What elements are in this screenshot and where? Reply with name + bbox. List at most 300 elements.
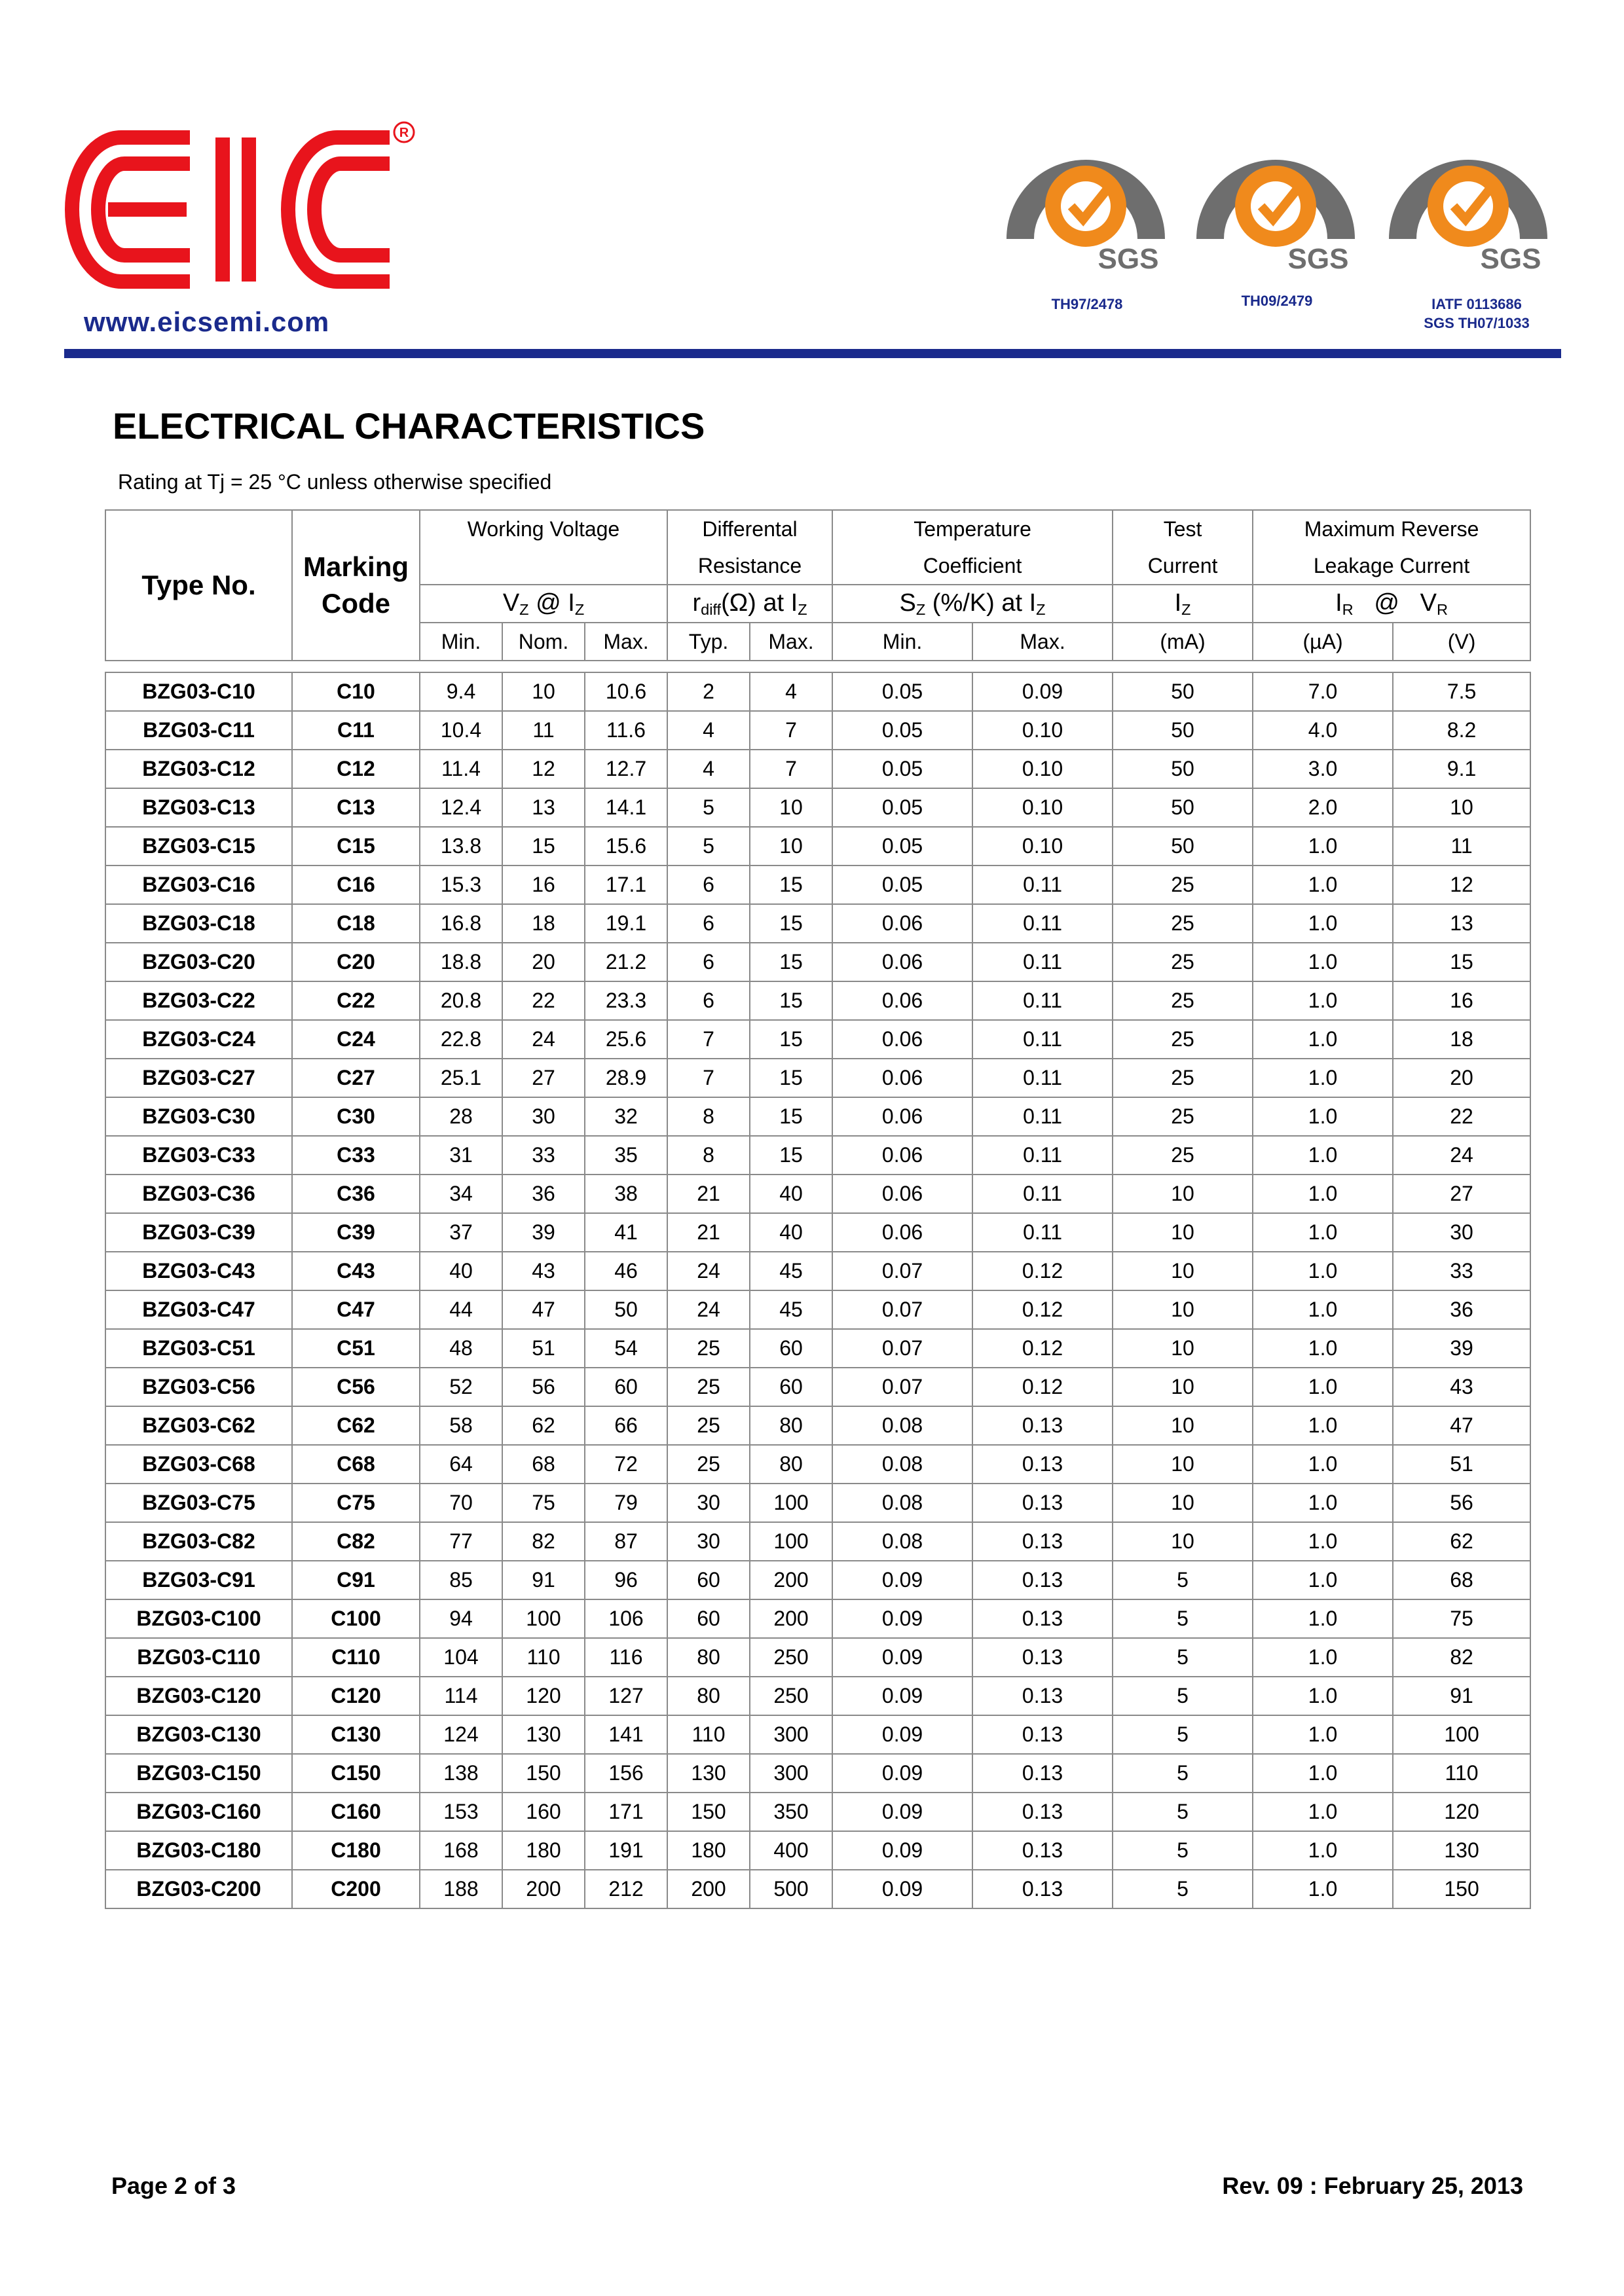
cell-vz-nom: 75 (502, 1484, 585, 1522)
header-spacer (105, 661, 1530, 672)
cell-vz-nom: 130 (502, 1715, 585, 1754)
cell-rdiff-max: 250 (750, 1677, 832, 1715)
cell-vr: 15 (1393, 943, 1530, 981)
cell-vz-max: 87 (585, 1522, 667, 1561)
cell-vr: 68 (1393, 1561, 1530, 1599)
cell-marking-code: C15 (292, 827, 420, 866)
cell-rdiff-typ: 21 (667, 1175, 750, 1213)
cell-ir: 1.0 (1253, 1020, 1393, 1059)
cell-vz-max: 191 (585, 1831, 667, 1870)
cell-marking-code: C82 (292, 1522, 420, 1561)
page-title: ELECTRICAL CHARACTERISTICS (113, 405, 705, 446)
cell-rdiff-max: 15 (750, 904, 832, 943)
cell-sz-max: 0.12 (972, 1368, 1113, 1406)
table-row (105, 1059, 1530, 1097)
cell-sz-min: 0.09 (832, 1793, 972, 1831)
cell-rdiff-max: 15 (750, 981, 832, 1020)
cell-type-no: BZG03-C150 (105, 1754, 292, 1793)
cell-sz-min: 0.06 (832, 1059, 972, 1097)
cell-vr: 82 (1393, 1638, 1530, 1677)
cell-marking-code: C12 (292, 750, 420, 788)
cell-ir: 1.0 (1253, 1136, 1393, 1175)
cell-type-no: BZG03-C91 (105, 1561, 292, 1599)
cell-marking-code: C130 (292, 1715, 420, 1754)
cell-sz-min: 0.06 (832, 904, 972, 943)
cell-vr: 10 (1393, 788, 1530, 827)
cell-iz: 10 (1113, 1290, 1253, 1329)
cell-vz-nom: 150 (502, 1754, 585, 1793)
cell-vz-min: 138 (420, 1754, 502, 1793)
cell-vr: 130 (1393, 1831, 1530, 1870)
header-iz: $I_Z$ (1113, 585, 1253, 623)
cell-sz-max: 0.13 (972, 1677, 1113, 1715)
cell-vz-max: 14.1 (585, 788, 667, 827)
svg-text:R: R (399, 126, 409, 140)
cell-vz-nom: 12 (502, 750, 585, 788)
cell-type-no: BZG03-C18 (105, 904, 292, 943)
cell-type-no: BZG03-C13 (105, 788, 292, 827)
cell-sz-max: 0.11 (972, 1020, 1113, 1059)
iso-9001-certification-seal (1001, 124, 1171, 288)
cell-type-no: BZG03-C200 (105, 1870, 292, 1908)
cell-iz: 10 (1113, 1368, 1253, 1406)
cell-rdiff-typ: 150 (667, 1793, 750, 1831)
cell-rdiff-typ: 4 (667, 750, 750, 788)
cell-vr: 120 (1393, 1793, 1530, 1831)
cert-code-iatf (1378, 295, 1575, 333)
cell-vz-max: 35 (585, 1136, 667, 1175)
iso-14001-certification-seal (1190, 124, 1361, 288)
cell-vz-nom: 51 (502, 1329, 585, 1368)
cell-rdiff-max: 350 (750, 1793, 832, 1831)
cell-vz-max: 17.1 (585, 866, 667, 904)
cell-vz-max: 141 (585, 1715, 667, 1754)
cell-vz-min: 114 (420, 1677, 502, 1715)
table-row (105, 866, 1530, 904)
cell-vz-nom: 22 (502, 981, 585, 1020)
cell-vz-max: 28.9 (585, 1059, 667, 1097)
cell-ir: 1.0 (1253, 943, 1393, 981)
cell-vz-nom: 33 (502, 1136, 585, 1175)
cell-vz-nom: 200 (502, 1870, 585, 1908)
cell-rdiff-max: 400 (750, 1831, 832, 1870)
cell-type-no: BZG03-C27 (105, 1059, 292, 1097)
cell-sz-max: 0.13 (972, 1793, 1113, 1831)
cell-rdiff-typ: 7 (667, 1020, 750, 1059)
cell-type-no: BZG03-C33 (105, 1136, 292, 1175)
cell-iz: 10 (1113, 1252, 1253, 1290)
unit-vz-min: Min. (420, 623, 502, 661)
cell-sz-max: 0.12 (972, 1252, 1113, 1290)
cell-vz-nom: 16 (502, 866, 585, 904)
header-test-current-line1: Test (1113, 510, 1253, 547)
cell-sz-max: 0.11 (972, 866, 1113, 904)
cell-sz-max: 0.13 (972, 1638, 1113, 1677)
cell-vz-max: 41 (585, 1213, 667, 1252)
cell-marking-code: C10 (292, 672, 420, 711)
cell-vr: 11 (1393, 827, 1530, 866)
cell-vz-nom: 39 (502, 1213, 585, 1252)
cell-vz-min: 70 (420, 1484, 502, 1522)
cell-ir: 1.0 (1253, 1406, 1393, 1445)
cell-iz: 25 (1113, 904, 1253, 943)
table-row (105, 1368, 1530, 1406)
cell-rdiff-max: 100 (750, 1484, 832, 1522)
cell-marking-code: C36 (292, 1175, 420, 1213)
cell-sz-max: 0.10 (972, 827, 1113, 866)
cell-rdiff-typ: 180 (667, 1831, 750, 1870)
cell-vr: 13 (1393, 904, 1530, 943)
header-max-reverse-line2: Leakage Current (1253, 547, 1530, 585)
cell-rdiff-max: 300 (750, 1715, 832, 1754)
cell-type-no: BZG03-C12 (105, 750, 292, 788)
header-test-current-line2: Current (1113, 547, 1253, 585)
cell-ir: 1.0 (1253, 1368, 1393, 1406)
cell-marking-code: C16 (292, 866, 420, 904)
cell-rdiff-max: 7 (750, 711, 832, 750)
cell-vr: 24 (1393, 1136, 1530, 1175)
cell-ir: 1.0 (1253, 1175, 1393, 1213)
cell-vz-min: 94 (420, 1599, 502, 1638)
table-row (105, 672, 1530, 711)
cell-ir: 4.0 (1253, 711, 1393, 750)
cell-iz: 5 (1113, 1715, 1253, 1754)
cell-sz-min: 0.09 (832, 1638, 972, 1677)
cell-iz: 10 (1113, 1522, 1253, 1561)
cell-sz-max: 0.11 (972, 1059, 1113, 1097)
cell-vz-max: 171 (585, 1793, 667, 1831)
cell-sz-max: 0.10 (972, 788, 1113, 827)
cell-type-no: BZG03-C56 (105, 1368, 292, 1406)
cell-sz-max: 0.13 (972, 1561, 1113, 1599)
cell-type-no: BZG03-C24 (105, 1020, 292, 1059)
cell-iz: 5 (1113, 1677, 1253, 1715)
header-temp-coeff-line1: Temperature (832, 510, 1113, 547)
cell-rdiff-typ: 130 (667, 1754, 750, 1793)
table-row (105, 711, 1530, 750)
cell-iz: 50 (1113, 711, 1253, 750)
cell-type-no: BZG03-C43 (105, 1252, 292, 1290)
cell-ir: 1.0 (1253, 1754, 1393, 1793)
cell-iz: 50 (1113, 827, 1253, 866)
header-max-reverse-line1: Maximum Reverse (1253, 510, 1530, 547)
cell-iz: 25 (1113, 866, 1253, 904)
cell-rdiff-typ: 200 (667, 1870, 750, 1908)
cell-iz: 50 (1113, 750, 1253, 788)
cell-vz-nom: 56 (502, 1368, 585, 1406)
cell-marking-code: C13 (292, 788, 420, 827)
cell-type-no: BZG03-C68 (105, 1445, 292, 1484)
cell-marking-code: C100 (292, 1599, 420, 1638)
cell-vz-min: 10.4 (420, 711, 502, 750)
cert-code-iatf-line1: IATF 0113686 (1431, 296, 1522, 312)
header-diff-resistance-line1: Differental (667, 510, 832, 547)
unit-sz-min: Min. (832, 623, 972, 661)
cell-type-no: BZG03-C62 (105, 1406, 292, 1445)
cell-rdiff-typ: 60 (667, 1561, 750, 1599)
table-row (105, 1020, 1530, 1059)
cell-rdiff-max: 15 (750, 866, 832, 904)
cell-sz-min: 0.07 (832, 1290, 972, 1329)
cell-vz-nom: 24 (502, 1020, 585, 1059)
cell-ir: 1.0 (1253, 1290, 1393, 1329)
cell-rdiff-typ: 80 (667, 1677, 750, 1715)
unit-rdiff-typ: Typ. (667, 623, 750, 661)
cell-vz-min: 37 (420, 1213, 502, 1252)
cell-marking-code: C27 (292, 1059, 420, 1097)
cell-marking-code: C91 (292, 1561, 420, 1599)
cell-ir: 1.0 (1253, 904, 1393, 943)
cell-iz: 10 (1113, 1445, 1253, 1484)
cell-vr: 18 (1393, 1020, 1530, 1059)
cell-ir: 1.0 (1253, 1677, 1393, 1715)
cell-vr: 56 (1393, 1484, 1530, 1522)
cell-vr: 30 (1393, 1213, 1530, 1252)
cell-sz-max: 0.12 (972, 1290, 1113, 1329)
table-row (105, 1561, 1530, 1599)
cell-sz-max: 0.13 (972, 1715, 1113, 1754)
cell-rdiff-typ: 6 (667, 981, 750, 1020)
cell-sz-min: 0.09 (832, 1715, 972, 1754)
cell-vr: 33 (1393, 1252, 1530, 1290)
cell-rdiff-typ: 8 (667, 1136, 750, 1175)
cell-vz-min: 34 (420, 1175, 502, 1213)
cell-sz-min: 0.08 (832, 1484, 972, 1522)
cell-vz-max: 72 (585, 1445, 667, 1484)
cell-vz-nom: 120 (502, 1677, 585, 1715)
cell-vz-min: 85 (420, 1561, 502, 1599)
cell-sz-min: 0.05 (832, 672, 972, 711)
cell-sz-max: 0.11 (972, 1175, 1113, 1213)
cell-sz-max: 0.11 (972, 981, 1113, 1020)
cell-marking-code: C22 (292, 981, 420, 1020)
cell-vz-nom: 11 (502, 711, 585, 750)
cell-rdiff-typ: 24 (667, 1252, 750, 1290)
cell-sz-max: 0.09 (972, 672, 1113, 711)
cell-marking-code: C39 (292, 1213, 420, 1252)
cell-vz-nom: 62 (502, 1406, 585, 1445)
cell-iz: 10 (1113, 1175, 1253, 1213)
header-working-voltage: Working Voltage (420, 510, 667, 547)
table-row (105, 904, 1530, 943)
cell-iz: 25 (1113, 1059, 1253, 1097)
cell-marking-code: C30 (292, 1097, 420, 1136)
table-row (105, 1445, 1530, 1484)
cell-type-no: BZG03-C11 (105, 711, 292, 750)
cell-rdiff-max: 40 (750, 1213, 832, 1252)
cell-vz-max: 96 (585, 1561, 667, 1599)
cell-type-no: BZG03-C110 (105, 1638, 292, 1677)
cell-marking-code: C200 (292, 1870, 420, 1908)
cell-type-no: BZG03-C15 (105, 827, 292, 866)
cell-vz-min: 77 (420, 1522, 502, 1561)
table-row (105, 827, 1530, 866)
cell-rdiff-typ: 6 (667, 866, 750, 904)
table-row (105, 1290, 1530, 1329)
cell-vr: 12 (1393, 866, 1530, 904)
cell-rdiff-max: 60 (750, 1329, 832, 1368)
cell-vr: 51 (1393, 1445, 1530, 1484)
header-marking-line2: Code (322, 588, 390, 619)
cell-sz-min: 0.07 (832, 1252, 972, 1290)
cell-vr: 8.2 (1393, 711, 1530, 750)
cell-sz-min: 0.09 (832, 1870, 972, 1908)
cell-vr: 16 (1393, 981, 1530, 1020)
cell-vz-min: 44 (420, 1290, 502, 1329)
cell-sz-min: 0.09 (832, 1599, 972, 1638)
cell-iz: 25 (1113, 1097, 1253, 1136)
cell-sz-max: 0.11 (972, 1136, 1113, 1175)
cell-rdiff-typ: 30 (667, 1484, 750, 1522)
cell-vz-min: 18.8 (420, 943, 502, 981)
header-marking-code (292, 510, 420, 661)
cell-vz-min: 48 (420, 1329, 502, 1368)
cell-rdiff-max: 15 (750, 1020, 832, 1059)
cell-ir: 1.0 (1253, 1097, 1393, 1136)
cell-iz: 50 (1113, 788, 1253, 827)
cell-rdiff-max: 80 (750, 1406, 832, 1445)
cell-ir: 1.0 (1253, 1059, 1393, 1097)
cell-rdiff-max: 200 (750, 1599, 832, 1638)
cell-sz-min: 0.09 (832, 1677, 972, 1715)
cell-sz-max: 0.11 (972, 1213, 1113, 1252)
cell-iz: 50 (1113, 672, 1253, 711)
header-rdiff-at-iz: $r_{diff}(\Omega)$ at $I_Z$ (667, 585, 832, 623)
cell-sz-min: 0.07 (832, 1329, 972, 1368)
cell-vz-min: 22.8 (420, 1020, 502, 1059)
cell-vz-nom: 160 (502, 1793, 585, 1831)
cell-marking-code: C62 (292, 1406, 420, 1445)
cell-vz-max: 46 (585, 1252, 667, 1290)
cell-vz-max: 60 (585, 1368, 667, 1406)
cell-rdiff-max: 10 (750, 827, 832, 866)
cell-vz-nom: 47 (502, 1290, 585, 1329)
unit-vz-nom: Nom. (502, 623, 585, 661)
cell-ir: 1.0 (1253, 1715, 1393, 1754)
cell-rdiff-typ: 2 (667, 672, 750, 711)
cell-vz-max: 54 (585, 1329, 667, 1368)
cell-sz-max: 0.12 (972, 1329, 1113, 1368)
cell-iz: 25 (1113, 1020, 1253, 1059)
iso-ts-16949-certification-seal (1383, 124, 1553, 288)
cell-iz: 25 (1113, 981, 1253, 1020)
header-vz-at-iz: $V_Z$ @ $I_Z$ (420, 585, 667, 623)
cell-vr: 7.5 (1393, 672, 1530, 711)
unit-ir-ua: (µA) (1253, 623, 1393, 661)
cell-sz-min: 0.06 (832, 943, 972, 981)
cell-vz-nom: 82 (502, 1522, 585, 1561)
cell-type-no: BZG03-C36 (105, 1175, 292, 1213)
table-row (105, 1599, 1530, 1638)
cell-vz-min: 168 (420, 1831, 502, 1870)
cell-marking-code: C75 (292, 1484, 420, 1522)
cell-rdiff-typ: 24 (667, 1290, 750, 1329)
cell-vz-min: 52 (420, 1368, 502, 1406)
cell-marking-code: C56 (292, 1368, 420, 1406)
cell-ir: 2.0 (1253, 788, 1393, 827)
cell-vz-max: 10.6 (585, 672, 667, 711)
cell-vz-nom: 10 (502, 672, 585, 711)
cell-ir: 1.0 (1253, 1213, 1393, 1252)
cell-rdiff-typ: 4 (667, 711, 750, 750)
cell-sz-min: 0.09 (832, 1831, 972, 1870)
cell-sz-max: 0.11 (972, 1097, 1113, 1136)
cell-vz-min: 12.4 (420, 788, 502, 827)
cell-type-no: BZG03-C51 (105, 1329, 292, 1368)
cell-type-no: BZG03-C10 (105, 672, 292, 711)
cell-sz-min: 0.06 (832, 1213, 972, 1252)
cell-rdiff-typ: 60 (667, 1599, 750, 1638)
table-row (105, 943, 1530, 981)
cell-type-no: BZG03-C130 (105, 1715, 292, 1754)
header-ir-at-vr: $I_R$ @ $V_R$ (1253, 585, 1530, 623)
unit-sz-max: Max. (972, 623, 1113, 661)
cell-marking-code: C18 (292, 904, 420, 943)
table-row (105, 1754, 1530, 1793)
cell-marking-code: C150 (292, 1754, 420, 1793)
cell-vz-max: 116 (585, 1638, 667, 1677)
cell-type-no: BZG03-C22 (105, 981, 292, 1020)
cell-sz-min: 0.05 (832, 866, 972, 904)
cell-ir: 1.0 (1253, 1252, 1393, 1290)
cert-code-iso14001: TH09/2479 (1241, 293, 1313, 309)
cell-rdiff-typ: 30 (667, 1522, 750, 1561)
unit-iz-ma: (mA) (1113, 623, 1253, 661)
cell-ir: 1.0 (1253, 1599, 1393, 1638)
table-row (105, 1870, 1530, 1908)
cell-iz: 25 (1113, 1136, 1253, 1175)
cell-vz-max: 212 (585, 1870, 667, 1908)
cell-rdiff-typ: 80 (667, 1638, 750, 1677)
cell-rdiff-max: 45 (750, 1290, 832, 1329)
cell-vr: 75 (1393, 1599, 1530, 1638)
cell-rdiff-max: 300 (750, 1754, 832, 1793)
cell-ir: 1.0 (1253, 1793, 1393, 1831)
cell-rdiff-typ: 21 (667, 1213, 750, 1252)
cell-rdiff-max: 15 (750, 1059, 832, 1097)
cell-vr: 27 (1393, 1175, 1530, 1213)
cell-iz: 25 (1113, 943, 1253, 981)
sgs-label: SGS (1480, 243, 1541, 275)
cell-vz-max: 23.3 (585, 981, 667, 1020)
header-diff-resistance-line2: Resistance (667, 547, 832, 585)
cell-ir: 1.0 (1253, 1522, 1393, 1561)
cell-sz-min: 0.05 (832, 788, 972, 827)
cell-vz-min: 188 (420, 1870, 502, 1908)
cell-vz-min: 104 (420, 1638, 502, 1677)
cell-type-no: BZG03-C100 (105, 1599, 292, 1638)
cell-iz: 5 (1113, 1561, 1253, 1599)
cell-sz-max: 0.10 (972, 750, 1113, 788)
cell-sz-min: 0.08 (832, 1445, 972, 1484)
cell-sz-min: 0.05 (832, 750, 972, 788)
cell-vz-nom: 13 (502, 788, 585, 827)
cell-iz: 10 (1113, 1329, 1253, 1368)
cell-iz: 5 (1113, 1599, 1253, 1638)
table-body (105, 672, 1530, 1908)
table-row (105, 1484, 1530, 1522)
website-link[interactable]: www.eicsemi.com (84, 306, 330, 337)
cell-vr: 20 (1393, 1059, 1530, 1097)
cell-vz-max: 32 (585, 1097, 667, 1136)
cell-iz: 5 (1113, 1870, 1253, 1908)
table-row (105, 1097, 1530, 1136)
cell-ir: 7.0 (1253, 672, 1393, 711)
cell-vz-nom: 43 (502, 1252, 585, 1290)
cell-type-no: BZG03-C160 (105, 1793, 292, 1831)
cell-vz-max: 156 (585, 1754, 667, 1793)
table-row (105, 1252, 1530, 1290)
